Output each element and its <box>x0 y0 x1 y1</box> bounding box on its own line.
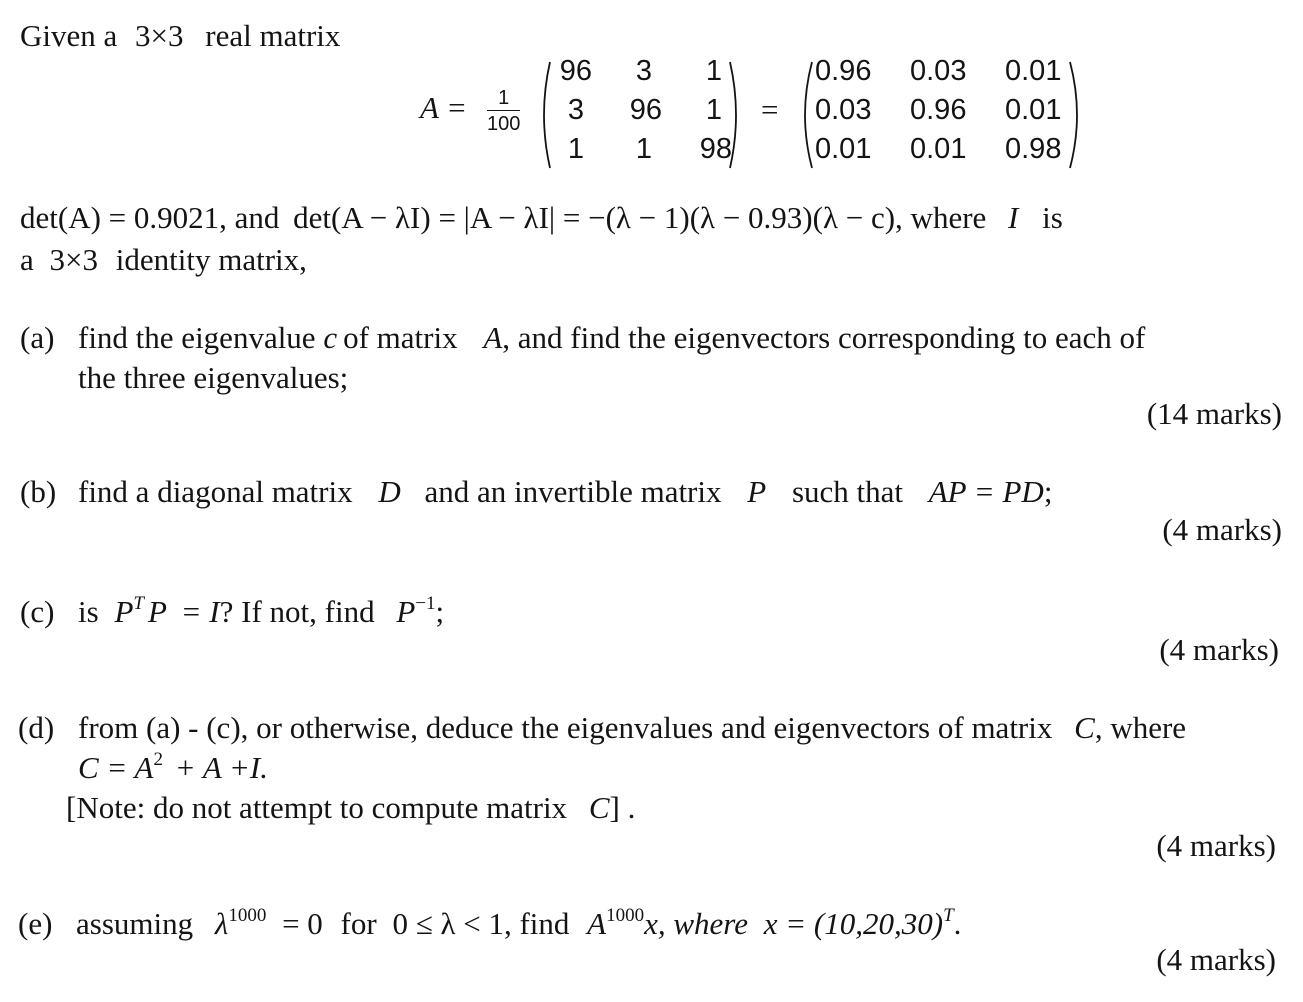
part-c-Pinv: P <box>396 594 416 629</box>
dec-cell-r1c3: 0.01 <box>1005 55 1062 87</box>
part-d-C-def: C = A <box>78 750 154 785</box>
right-paren-dec <box>1068 60 1086 170</box>
left-paren-dec <box>796 60 814 170</box>
square-superscript: 2 <box>153 749 163 770</box>
part-a-label: (a) <box>20 320 55 355</box>
part-b-marks: (4 marks) <box>1162 512 1282 547</box>
dec-cell-r2c1: 0.03 <box>815 94 872 126</box>
fraction <box>487 88 520 134</box>
part-d-marks: (4 marks) <box>1156 828 1276 863</box>
matrix-equals: = <box>761 92 779 127</box>
matrix-D-symbol: D <box>378 474 401 509</box>
part-c-marks: (4 marks) <box>1159 632 1279 667</box>
det-line-2 <box>20 242 307 278</box>
transpose-superscript: T <box>133 593 144 614</box>
part-c-label: (c) <box>20 594 55 629</box>
part-b-line <box>78 474 1052 510</box>
det-line2-rest: identity matrix, <box>115 242 307 277</box>
part-e-line <box>76 906 961 942</box>
part-d-C-def-rest: + A +I. <box>174 750 268 785</box>
dec-cell-r1c2: 0.03 <box>910 55 967 87</box>
part-d-text: from (a) - (c), or otherwise, deduce the eigenvalues and eigenvectors of matrix <box>78 710 1053 745</box>
part-c-is: is <box>78 594 99 629</box>
char-poly: det(A − λI) = |A − λI| = −(λ − 1)(λ − 0.93)(λ − c), where <box>293 200 987 235</box>
lambda-symbol: λ <box>214 906 229 941</box>
int-cell-r3c3: 98 <box>699 133 732 165</box>
int-cell-r1c3: 1 <box>705 55 722 87</box>
part-b-label: (b) <box>20 474 57 509</box>
is-word: is <box>1042 200 1063 235</box>
part-e-range: 0 ≤ λ < 1, <box>392 906 512 941</box>
part-e-assuming: assuming <box>76 906 194 941</box>
dec-cell-r3c1: 0.01 <box>815 133 872 165</box>
part-d-note-C: C <box>588 790 610 825</box>
int-cell-r1c2: 3 <box>635 55 652 87</box>
intro-real-matrix: real matrix <box>205 18 341 53</box>
int-cell-r2c1: 3 <box>567 94 584 126</box>
int-cell-r1c1: 96 <box>559 55 592 87</box>
det-a-text: det(A) = 0.9021, and <box>20 200 280 235</box>
part-d-note-post: ] . <box>609 790 636 825</box>
int-cell-r2c2: 96 <box>629 94 662 126</box>
det-line <box>20 200 1063 236</box>
part-e-find: find <box>519 906 570 941</box>
int-cell-r3c2: 1 <box>635 133 652 165</box>
int-cell-r2c3: 1 <box>705 94 722 126</box>
part-d-label: (d) <box>18 710 55 745</box>
matrix-lhs: A = <box>420 90 468 125</box>
fraction-numerator: 1 <box>487 88 520 111</box>
int-cell-r3c1: 1 <box>567 133 584 165</box>
det-line2-size: 3×3 <box>49 242 98 277</box>
part-e-A: A <box>587 906 607 941</box>
intro-size: 3×3 <box>135 18 184 53</box>
part-a-line1 <box>78 320 1145 356</box>
part-c-semicolon: ; <box>435 594 445 629</box>
part-a-of-matrix: of matrix <box>343 320 458 355</box>
part-c-eq-identity: = I <box>180 594 220 629</box>
eigenvalue-c: c <box>323 320 338 355</box>
part-a-line2: the three eigenvalues; <box>78 360 349 395</box>
part-b-text1: find a diagonal matrix <box>78 474 353 509</box>
part-d-where: , where <box>1094 710 1187 745</box>
part-b-equation: AP = PD <box>928 474 1044 509</box>
part-d-line1 <box>78 710 1186 746</box>
part-e-period: . <box>953 906 962 941</box>
part-a-text-post: , and find the eigenvectors corresponding to each of <box>502 320 1146 355</box>
dec-cell-r2c3: 0.01 <box>1005 94 1062 126</box>
part-d-note-text: [Note: do not attempt to compute matrix <box>66 790 568 825</box>
part-d-line2 <box>78 750 268 786</box>
dec-cell-r3c2: 0.01 <box>910 133 967 165</box>
fraction-denominator: 100 <box>487 113 521 135</box>
part-e-marks: (4 marks) <box>1156 942 1276 977</box>
part-e-for: for <box>340 906 377 941</box>
matrix-A-symbol: A <box>483 320 503 355</box>
dec-cell-r2c2: 0.96 <box>910 94 967 126</box>
part-e-x-where: x, where <box>644 906 748 941</box>
intro-given: Given a <box>20 18 118 53</box>
part-c-P2: P <box>147 594 167 629</box>
part-e-eq-zero: = 0 <box>282 906 323 941</box>
part-a-marks: (14 marks) <box>1146 396 1282 431</box>
A-exponent: 1000 <box>606 905 645 926</box>
det-line2-a: a <box>20 242 34 277</box>
part-b-semicolon: ; <box>1043 474 1053 509</box>
part-c-P: P <box>114 594 134 629</box>
dec-cell-r1c1: 0.96 <box>815 55 872 87</box>
part-e-label: (e) <box>18 906 53 941</box>
part-a-text: find the eigenvalue <box>78 320 316 355</box>
part-e-x-def: x = (10,20,30) <box>763 906 944 941</box>
part-b-text3: such that <box>791 474 903 509</box>
lambda-exponent: 1000 <box>228 905 267 926</box>
identity-symbol: I <box>1008 200 1019 235</box>
part-c-line <box>78 594 444 630</box>
part-c-question: ? If not, find <box>219 594 375 629</box>
part-d-note <box>66 790 635 826</box>
left-paren-int <box>536 60 552 170</box>
matrix-C-symbol: C <box>1074 710 1095 745</box>
inverse-superscript: −1 <box>415 593 436 614</box>
intro-line <box>20 18 340 54</box>
dec-cell-r3c3: 0.98 <box>1005 133 1062 165</box>
part-b-text2: and an invertible matrix <box>424 474 722 509</box>
matrix-P-symbol: P <box>747 474 767 509</box>
x-transpose: T <box>943 905 954 926</box>
